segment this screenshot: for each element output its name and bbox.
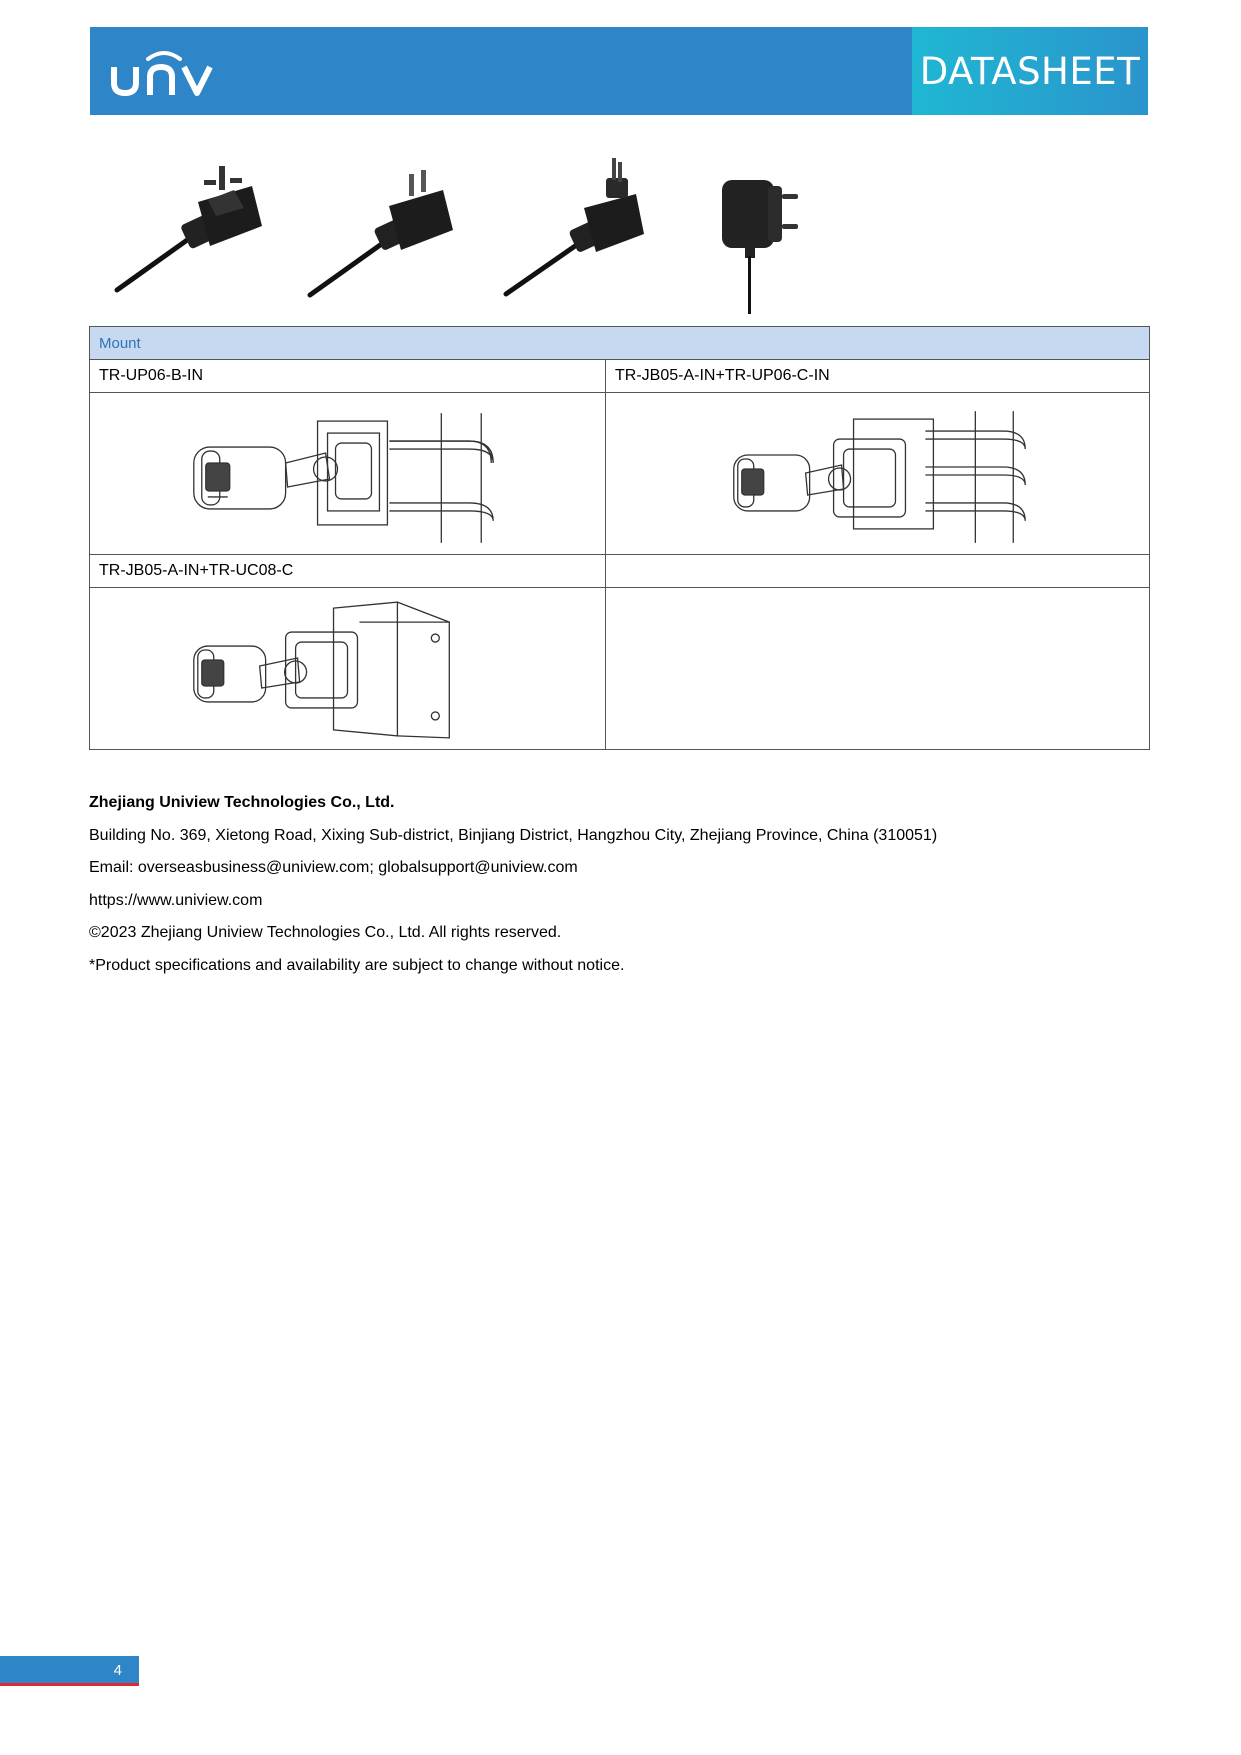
table-row bbox=[90, 555, 1150, 588]
uk-plug-adapter-icon bbox=[112, 158, 282, 318]
company-email: Email: overseasbusiness@uniview.com; globalsupport@uniview.com bbox=[89, 859, 578, 876]
us-plug-adapter-icon bbox=[305, 158, 475, 318]
mount-image-cell bbox=[90, 393, 606, 555]
mount-image-cell bbox=[90, 588, 606, 750]
logo-area bbox=[90, 27, 912, 115]
mount-model-label: TR-UP06-B-IN bbox=[90, 360, 606, 393]
empty-image-cell bbox=[606, 588, 1150, 750]
adapter-images bbox=[90, 158, 890, 318]
company-website: https://www.uniview.com bbox=[89, 891, 263, 909]
mount-image-cell bbox=[606, 393, 1150, 555]
mount-model-label bbox=[606, 555, 1150, 588]
table-row bbox=[90, 588, 1150, 750]
eu-plug-adapter-icon bbox=[498, 158, 668, 318]
table-row bbox=[90, 327, 1150, 360]
page-header bbox=[90, 27, 1148, 115]
in-plug-adapter-icon bbox=[690, 158, 860, 318]
copyright: ©2023 Zhejiang Uniview Technologies Co., Ltd. All rights reserved. bbox=[89, 924, 562, 941]
mount-header: Mount bbox=[90, 327, 1150, 360]
table-row bbox=[90, 393, 1150, 555]
company-name: Zhejiang Uniview Technologies Co., Ltd. bbox=[89, 794, 395, 811]
unv-logo bbox=[108, 43, 220, 99]
datasheet-title: DATASHEET bbox=[912, 27, 1148, 115]
mount-model-label: TR-JB05-A-IN+TR-UP06-C-IN bbox=[606, 360, 1150, 393]
company-contact-info bbox=[89, 787, 1149, 982]
page-number: 4 bbox=[0, 1656, 139, 1686]
junction-pole-mount-drawing bbox=[606, 393, 1149, 554]
company-address: Building No. 369, Xietong Road, Xixing Sub-district, Binjiang District, Hangzhou City, Zhejiang Province, China (310051) bbox=[89, 826, 938, 844]
corner-mount-drawing bbox=[90, 588, 605, 749]
mount-model-label: TR-JB05-A-IN+TR-UC08-C bbox=[90, 555, 606, 588]
mount-table bbox=[89, 326, 1150, 750]
table-row bbox=[90, 360, 1150, 393]
pole-mount-drawing bbox=[90, 393, 605, 554]
disclaimer: *Product specifications and availability are subject to change without notice. bbox=[89, 956, 625, 974]
